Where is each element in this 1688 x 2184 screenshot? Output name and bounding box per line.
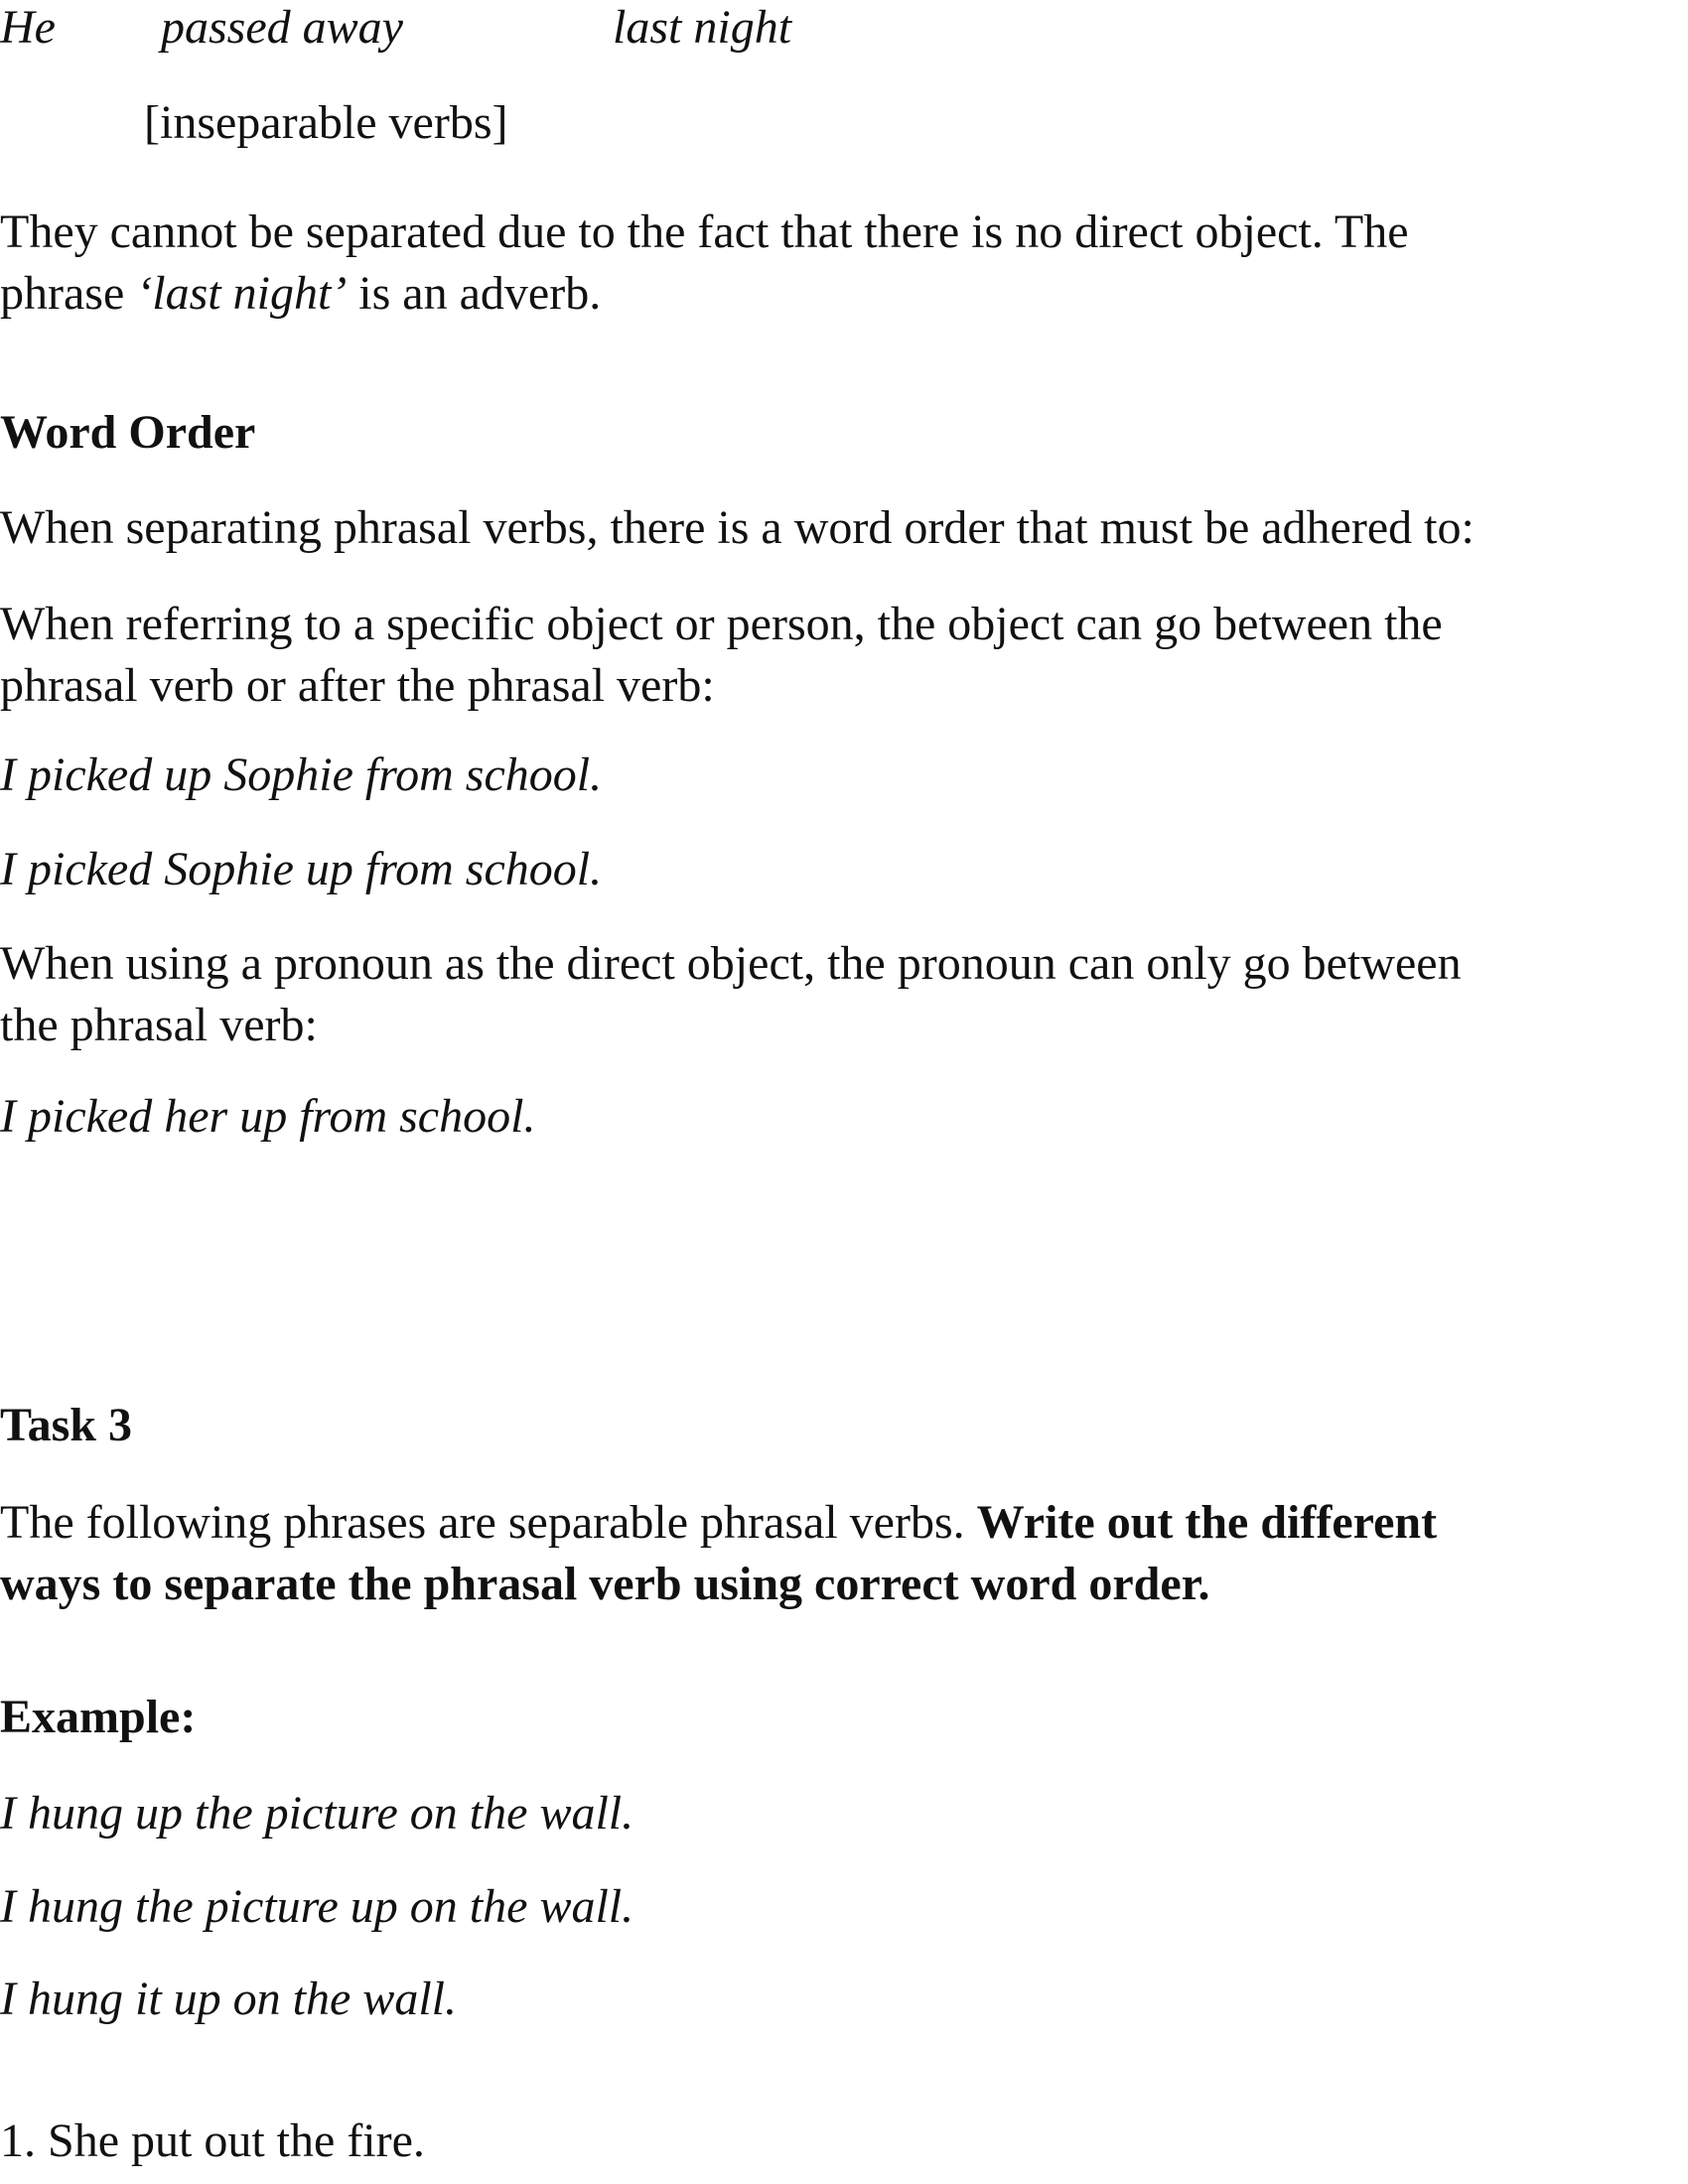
pronoun-line-1: When using a pronoun as the direct object, the pronoun can only go between: [0, 937, 1462, 990]
task3-example-3: I hung it up on the wall.: [0, 1973, 457, 2025]
explanation-paragraph: [0, 202, 1678, 325]
explanation-line-1: They cannot be separated due to the fact that there is no direct object. The: [0, 205, 1409, 258]
example-pronoun: I picked her up from school.: [0, 1090, 536, 1143]
task3-example-1: I hung up the picture on the wall.: [0, 1787, 634, 1840]
breakdown-verb: passed away: [161, 1, 403, 54]
specific-object-line-2: phrasal verb or after the phrasal verb:: [0, 659, 715, 712]
example-object-2: I picked Sophie up from school.: [0, 843, 603, 895]
task3-heading: Task 3: [0, 1399, 132, 1451]
word-order-intro: When separating phrasal verbs, there is a word order that must be adhered to:: [0, 501, 1475, 554]
task3-instruction-bold-2: ways to separate the phrasal verb using correct word order.: [0, 1558, 1210, 1610]
explanation-text-before: phrase: [0, 267, 137, 320]
task3-instructions: [0, 1492, 1678, 1615]
breakdown-subject: He: [0, 1, 56, 54]
task3-example-2: I hung the picture up on the wall.: [0, 1880, 634, 1933]
task3-instruction-line-1: [0, 1492, 1678, 1554]
specific-object-line-1: When referring to a specific object or person, the object can go between the: [0, 598, 1443, 650]
explanation-text-after: is an adverb.: [347, 267, 602, 320]
breakdown-category: [inseparable verbs]: [144, 96, 508, 149]
pronoun-line-2: the phrasal verb:: [0, 999, 318, 1051]
specific-object-paragraph: [0, 594, 1678, 717]
word-order-heading: Word Order: [0, 406, 256, 459]
breakdown-adverb: last night: [613, 1, 792, 54]
task3-instruction-plain: The following phrases are separable phrasal verbs.: [0, 1496, 977, 1549]
example-heading: Example:: [0, 1691, 197, 1743]
pronoun-paragraph: [0, 933, 1678, 1056]
task3-item-1: 1. She put out the fire.: [0, 2115, 425, 2167]
explanation-line-2: [0, 263, 1678, 325]
example-object-1: I picked up Sophie from school.: [0, 749, 603, 801]
task3-instruction-bold-1: Write out the different: [976, 1496, 1438, 1549]
explanation-italic-phrase: ‘last night’: [136, 267, 348, 320]
